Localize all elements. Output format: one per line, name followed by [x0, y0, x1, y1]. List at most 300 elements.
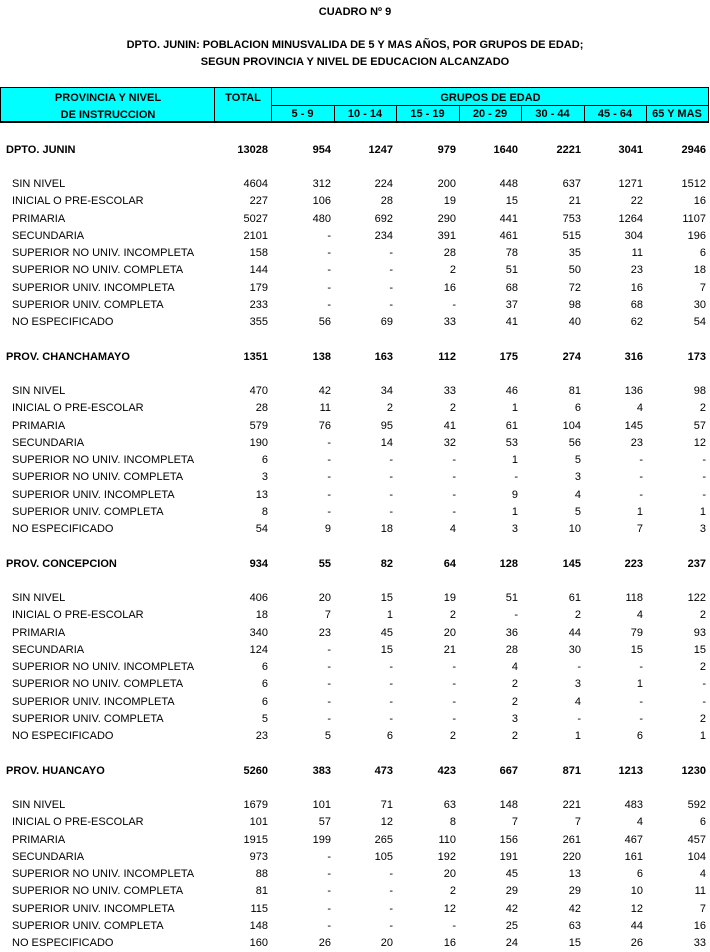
row-value: 340	[249, 626, 268, 639]
row-label: PRIMARIA	[12, 833, 66, 846]
row-label: SIN NIVEL	[12, 178, 66, 190]
row-value: 15	[693, 643, 706, 656]
row-value: -	[389, 298, 393, 311]
row-value: 56	[318, 316, 331, 328]
row-label: SUPERIOR UNIV. COMPLETA	[12, 298, 164, 311]
row-value: 63	[443, 799, 456, 811]
row-value: 3	[511, 712, 518, 725]
row-value: 5	[574, 505, 581, 518]
row-value: 1	[574, 730, 581, 742]
row-value: 37	[505, 298, 518, 311]
row-value: -	[639, 661, 643, 673]
header-province-label-1: PROVINCIA Y NIVEL	[54, 92, 162, 104]
row-value: 44	[630, 919, 643, 932]
row-value: 6	[636, 868, 643, 880]
row-value: 9	[511, 488, 518, 501]
row-value: 20	[380, 937, 393, 949]
row-value: 22	[630, 195, 643, 208]
row-value: 2	[699, 402, 706, 415]
divider	[396, 105, 397, 121]
row-value: 50	[568, 264, 581, 277]
header-age-1: 10 - 14	[347, 108, 383, 120]
row-value: -	[514, 471, 518, 484]
row-value: 1	[511, 505, 518, 518]
row-value: 56	[568, 436, 581, 449]
row-value: 45	[505, 868, 518, 880]
section-total-value: 145	[562, 558, 581, 570]
row-value: 406	[249, 592, 268, 604]
row-label: NO ESPECIFICADO	[12, 730, 114, 742]
row-value: 10	[630, 885, 643, 898]
row-value: 34	[380, 385, 393, 397]
row-label: SUPERIOR UNIV. INCOMPLETA	[12, 488, 175, 501]
section-total-value: 1247	[368, 144, 393, 156]
row-value: 4	[636, 402, 643, 415]
row-value: 1	[636, 505, 643, 518]
row-value: 2	[699, 712, 706, 725]
row-value: -	[389, 488, 393, 501]
row-value: 28	[380, 195, 393, 208]
row-value: 3	[574, 471, 581, 484]
row-value: 16	[443, 281, 456, 294]
row-value: 483	[624, 799, 643, 811]
row-value: 12	[443, 902, 456, 915]
row-value: 42	[505, 902, 518, 915]
row-value: 106	[312, 195, 331, 208]
section-total-value: 316	[624, 351, 643, 363]
header-age-5: 45 - 64	[597, 108, 633, 120]
row-value: 101	[249, 816, 268, 829]
row-value: 1	[636, 678, 643, 691]
row-value: 4604	[243, 178, 268, 190]
row-label: INICIAL O PRE-ESCOLAR	[12, 609, 144, 622]
row-value: 8	[261, 505, 268, 518]
row-value: 2	[699, 609, 706, 622]
row-value: 26	[318, 937, 331, 949]
row-value: 2	[386, 402, 393, 415]
row-value: 2	[449, 885, 456, 898]
row-value: 19	[443, 592, 456, 604]
row-value: 7	[636, 523, 643, 535]
section-total-value: 55	[318, 558, 331, 570]
header-age-6: 65 Y MAS	[652, 108, 702, 120]
row-value: 71	[380, 799, 393, 811]
row-label: SECUNDARIA	[12, 643, 85, 656]
row-value: -	[327, 712, 331, 725]
row-value: -	[452, 488, 456, 501]
row-value: 4	[449, 523, 456, 535]
row-value: 2	[511, 695, 518, 708]
row-label: NO ESPECIFICADO	[12, 937, 114, 949]
header-age-groups: GRUPOS DE EDAD	[440, 92, 541, 104]
row-value: -	[702, 488, 706, 501]
row-label: NO ESPECIFICADO	[12, 316, 114, 328]
row-value: 33	[443, 316, 456, 328]
row-value: -	[452, 454, 456, 466]
row-label: SUPERIOR UNIV. COMPLETA	[12, 919, 164, 932]
row-value: 592	[687, 799, 706, 811]
row-label: SIN NIVEL	[12, 592, 66, 604]
row-value: 33	[443, 385, 456, 397]
row-value: 124	[249, 643, 268, 656]
row-value: 4	[574, 488, 581, 501]
row-value: 161	[624, 850, 643, 863]
row-value: 7	[699, 281, 706, 294]
row-value: 3	[699, 523, 706, 535]
section-title: PROV. HUANCAYO	[6, 765, 105, 777]
row-value: 6	[699, 816, 706, 829]
row-value: 68	[505, 281, 518, 294]
row-value: 118	[625, 592, 643, 604]
table-subtitle-1: DPTO. JUNIN: POBLACION MINUSVALIDA DE 5 Y MAS AÑOS, POR GRUPOS DE EDAD;	[126, 39, 584, 51]
section-total-value: 871	[562, 765, 581, 777]
row-value: 973	[249, 850, 268, 863]
row-value: 88	[255, 868, 268, 880]
section-title: PROV. CONCEPCION	[6, 558, 117, 570]
row-value: -	[639, 488, 643, 501]
row-value: 304	[624, 229, 643, 242]
row-value: 42	[318, 385, 331, 397]
row-value: 16	[693, 195, 706, 208]
divider	[334, 105, 335, 121]
row-value: 23	[318, 626, 331, 639]
row-value: 35	[568, 247, 581, 259]
row-value: 441	[499, 212, 518, 225]
row-value: -	[327, 488, 331, 501]
row-label: SIN NIVEL	[12, 799, 66, 811]
row-value: 122	[687, 592, 706, 604]
row-value: 190	[249, 436, 268, 449]
row-value: -	[327, 436, 331, 449]
row-value: 25	[505, 919, 518, 932]
row-value: -	[389, 695, 393, 708]
row-value: 199	[312, 833, 331, 846]
divider	[646, 105, 647, 121]
row-value: 23	[630, 436, 643, 449]
row-value: 2	[449, 730, 456, 742]
row-value: 3	[511, 523, 518, 535]
row-value: 12	[380, 816, 393, 829]
row-value: 1264	[618, 212, 643, 225]
row-value: 4	[636, 609, 643, 622]
row-value: 24	[505, 937, 518, 949]
row-value: 41	[443, 419, 456, 432]
row-value: -	[389, 678, 393, 691]
section-total-value: 138	[312, 351, 331, 363]
row-value: 1107	[682, 212, 706, 225]
row-value: 11	[319, 402, 331, 415]
row-value: -	[389, 868, 393, 880]
row-value: -	[327, 919, 331, 932]
row-value: -	[577, 712, 581, 725]
header-age-3: 20 - 29	[472, 108, 508, 120]
row-value: 11	[694, 885, 706, 898]
row-value: 115	[250, 902, 268, 915]
row-value: -	[327, 505, 331, 518]
row-value: 233	[249, 298, 268, 311]
row-value: 69	[380, 316, 393, 328]
row-value: -	[702, 471, 706, 484]
row-value: 101	[312, 799, 331, 811]
row-value: 54	[255, 523, 268, 535]
row-value: 63	[568, 919, 581, 932]
row-value: 192	[437, 850, 456, 863]
row-value: 72	[568, 281, 581, 294]
row-value: -	[639, 712, 643, 725]
row-value: 191	[499, 850, 518, 863]
row-value: 179	[249, 281, 268, 294]
row-value: 26	[630, 937, 643, 949]
row-value: 32	[443, 436, 456, 449]
row-label: NO ESPECIFICADO	[12, 523, 114, 535]
row-value: 312	[312, 178, 331, 190]
row-value: 470	[249, 385, 268, 397]
row-value: -	[702, 454, 706, 466]
row-value: -	[327, 229, 331, 242]
row-value: 467	[624, 833, 643, 846]
section-total-value: 3041	[618, 144, 643, 156]
table-title: CUADRO Nº 9	[318, 6, 392, 18]
row-value: 104	[562, 419, 581, 432]
row-value: -	[389, 505, 393, 518]
row-value: -	[327, 902, 331, 915]
row-value: -	[452, 505, 456, 518]
row-label: PRIMARIA	[12, 212, 66, 225]
row-value: 145	[624, 419, 643, 432]
row-value: 78	[505, 247, 518, 259]
row-value: 42	[568, 902, 581, 915]
row-value: -	[639, 471, 643, 484]
row-value: 5	[574, 454, 581, 466]
header-province-label-2: DE INSTRUCCION	[60, 109, 156, 121]
row-value: 2	[574, 609, 581, 622]
row-label: INICIAL O PRE-ESCOLAR	[12, 402, 144, 415]
header-total: TOTAL	[225, 92, 261, 104]
row-label: SUPERIOR NO UNIV. COMPLETA	[12, 885, 184, 898]
section-title: DPTO. JUNIN	[6, 144, 76, 156]
section-total-value: 2221	[556, 144, 581, 156]
row-value: -	[389, 454, 393, 466]
row-value: 1512	[681, 178, 706, 190]
section-total-value: 13028	[237, 144, 268, 156]
row-value: -	[389, 885, 393, 898]
row-value: -	[452, 695, 456, 708]
row-value: 57	[318, 816, 331, 829]
section-total-value: 173	[687, 351, 706, 363]
section-total-value: 667	[499, 765, 518, 777]
row-value: 19	[443, 195, 456, 208]
row-value: 81	[568, 385, 581, 397]
section-total-value: 112	[438, 351, 456, 363]
row-value: 23	[255, 730, 268, 742]
row-value: 20	[443, 868, 456, 880]
row-value: 21	[568, 195, 581, 208]
row-value: 79	[630, 626, 643, 639]
row-value: -	[452, 712, 456, 725]
row-value: 51	[505, 264, 518, 277]
row-label: SUPERIOR UNIV. COMPLETA	[12, 505, 164, 518]
row-value: 156	[499, 833, 518, 846]
row-value: 98	[568, 298, 581, 311]
divider	[271, 105, 708, 106]
row-value: 200	[437, 178, 456, 190]
row-label: SUPERIOR NO UNIV. INCOMPLETA	[12, 247, 195, 259]
row-value: 28	[505, 643, 518, 656]
row-value: 265	[374, 833, 393, 846]
row-value: 355	[249, 316, 268, 328]
row-value: -	[327, 471, 331, 484]
row-value: 13	[255, 488, 268, 501]
row-value: 7	[699, 902, 706, 915]
row-value: -	[327, 454, 331, 466]
row-value: 15	[505, 195, 518, 208]
row-value: 6	[699, 247, 706, 259]
row-value: -	[702, 695, 706, 708]
row-value: 20	[318, 592, 331, 604]
row-value: 148	[249, 919, 268, 932]
row-value: -	[327, 281, 331, 294]
row-value: 480	[312, 212, 331, 225]
row-label: SUPERIOR NO UNIV. INCOMPLETA	[12, 868, 195, 880]
row-value: 110	[438, 833, 456, 846]
section-total-value: 163	[374, 351, 393, 363]
row-value: -	[327, 661, 331, 673]
row-label: SUPERIOR NO UNIV. COMPLETA	[12, 471, 184, 484]
row-value: -	[389, 712, 393, 725]
row-value: 2	[449, 609, 456, 622]
row-value: 4	[636, 816, 643, 829]
row-label: SUPERIOR NO UNIV. COMPLETA	[12, 678, 184, 691]
row-value: 160	[249, 937, 268, 949]
section-total-value: 2946	[681, 144, 706, 156]
section-total-value: 423	[437, 765, 456, 777]
row-value: 28	[255, 402, 268, 415]
row-label: SECUNDARIA	[12, 850, 85, 863]
row-value: -	[389, 919, 393, 932]
row-value: 1	[699, 730, 706, 742]
row-value: 6	[261, 695, 268, 708]
row-value: 62	[630, 316, 643, 328]
divider	[521, 105, 522, 121]
row-value: 6	[261, 678, 268, 691]
row-value: -	[639, 695, 643, 708]
section-total-value: 1351	[243, 351, 268, 363]
row-label: SUPERIOR UNIV. COMPLETA	[12, 712, 164, 725]
row-value: 6	[574, 402, 581, 415]
row-value: 1271	[618, 178, 643, 190]
row-value: 1	[386, 609, 393, 622]
row-value: 28	[443, 247, 456, 259]
row-value: 692	[374, 212, 393, 225]
row-value: 158	[249, 247, 268, 259]
row-value: -	[702, 678, 706, 691]
section-total-value: 175	[499, 351, 518, 363]
row-label: SUPERIOR UNIV. INCOMPLETA	[12, 695, 175, 708]
row-value: 2	[511, 730, 518, 742]
row-value: -	[452, 298, 456, 311]
row-value: 36	[505, 626, 518, 639]
row-value: 1	[511, 454, 518, 466]
section-total-value: 82	[380, 558, 393, 570]
row-value: 61	[568, 592, 581, 604]
row-value: 95	[380, 419, 393, 432]
row-label: SUPERIOR NO UNIV. COMPLETA	[12, 264, 184, 277]
row-value: -	[389, 247, 393, 259]
row-value: 4	[699, 868, 706, 880]
row-value: 30	[568, 643, 581, 656]
header-age-2: 15 - 19	[410, 108, 445, 120]
row-value: 20	[443, 626, 456, 639]
row-value: 11	[631, 247, 643, 259]
row-value: 7	[511, 816, 518, 829]
row-value: 54	[693, 316, 706, 328]
row-value: 1	[511, 402, 518, 415]
row-value: -	[389, 281, 393, 294]
row-value: 461	[499, 229, 518, 242]
row-value: 2	[699, 661, 706, 673]
section-total-value: 1640	[493, 144, 518, 156]
row-value: -	[452, 471, 456, 484]
row-value: 33	[693, 937, 706, 949]
row-value: 148	[499, 799, 518, 811]
row-value: 16	[443, 937, 456, 949]
row-value: 6	[386, 730, 393, 742]
row-value: 144	[249, 264, 268, 277]
row-value: 61	[505, 419, 518, 432]
row-value: 515	[562, 229, 581, 242]
row-value: 18	[380, 523, 393, 535]
section-total-value: 954	[312, 144, 331, 156]
row-value: 5	[324, 730, 331, 742]
section-total-value: 1230	[681, 765, 706, 777]
row-value: -	[327, 868, 331, 880]
row-value: 18	[255, 609, 268, 622]
row-value: -	[577, 661, 581, 673]
row-value: 23	[630, 264, 643, 277]
row-label: SECUNDARIA	[12, 436, 85, 449]
row-value: 53	[505, 436, 518, 449]
row-value: -	[389, 902, 393, 915]
row-value: 10	[568, 523, 581, 535]
row-label: INICIAL O PRE-ESCOLAR	[12, 195, 144, 208]
row-value: -	[639, 454, 643, 466]
row-value: 18	[693, 264, 706, 277]
row-value: 29	[505, 885, 518, 898]
divider	[584, 105, 585, 121]
row-value: 4	[511, 661, 518, 673]
row-label: SUPERIOR NO UNIV. INCOMPLETA	[12, 661, 195, 673]
row-value: 104	[687, 850, 706, 863]
section-total-value: 1213	[618, 765, 643, 777]
section-total-value: 237	[687, 558, 706, 570]
section-total-value: 979	[437, 144, 456, 156]
row-value: 16	[630, 281, 643, 294]
row-value: -	[389, 264, 393, 277]
row-value: 2	[449, 402, 456, 415]
row-value: 12	[630, 902, 643, 915]
row-value: 76	[318, 419, 331, 432]
row-value: 2101	[243, 229, 268, 242]
row-value: 3	[574, 678, 581, 691]
row-value: -	[389, 661, 393, 673]
row-value: -	[452, 661, 456, 673]
row-value: 81	[255, 885, 268, 898]
row-value: 1	[699, 505, 706, 518]
row-label: PRIMARIA	[12, 419, 66, 432]
table-header	[0, 87, 709, 123]
row-value: 1915	[243, 833, 268, 846]
row-value: -	[389, 471, 393, 484]
